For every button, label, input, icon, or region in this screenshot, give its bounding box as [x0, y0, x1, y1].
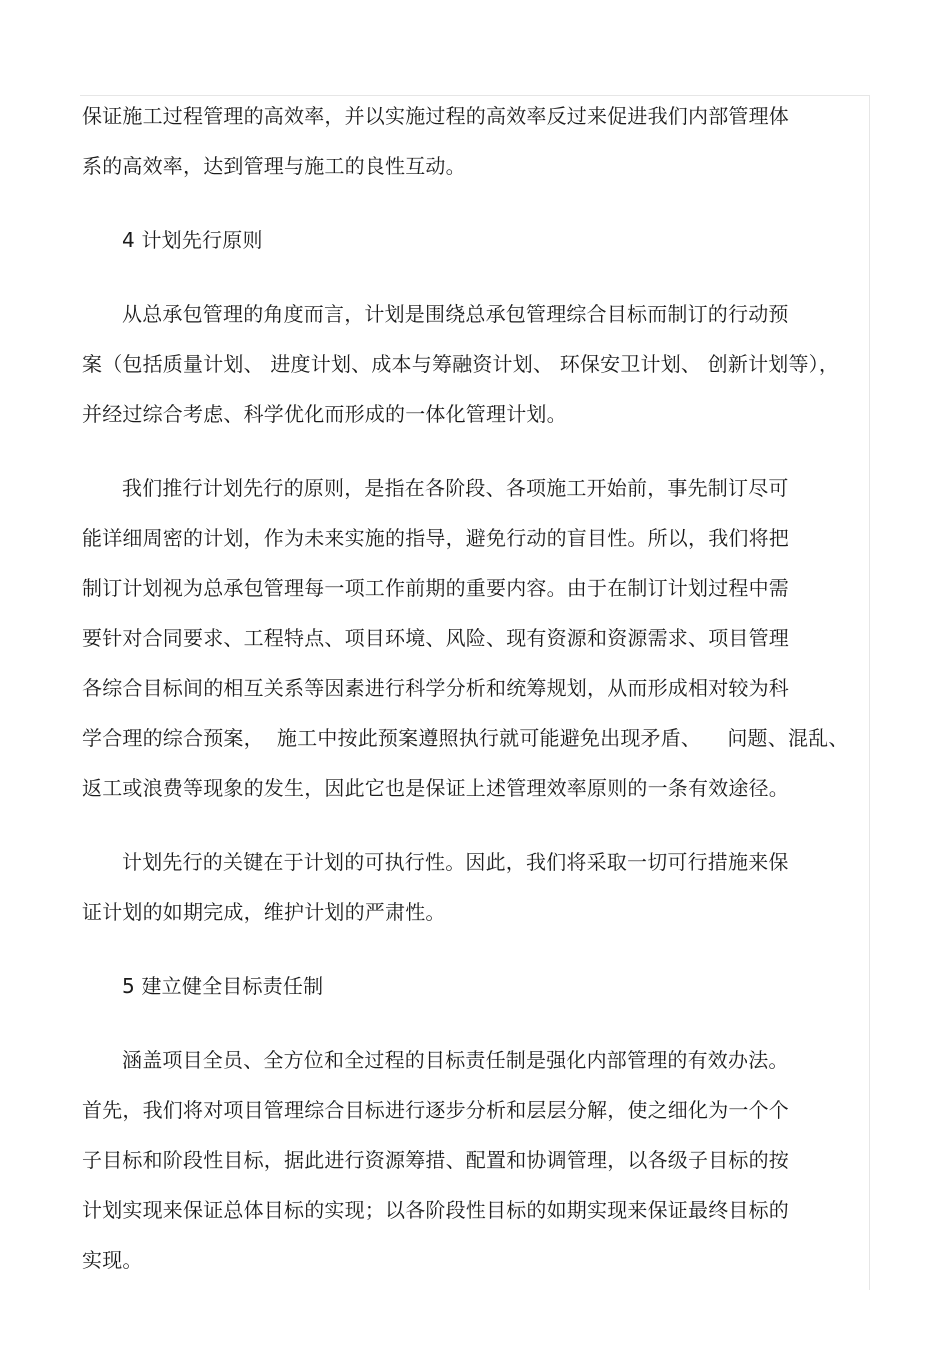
- page-border-right: [869, 95, 870, 1290]
- paragraph-line: 从总承包管理的角度而言，计划是围绕总承包管理综合目标而制订的行动预: [122, 302, 789, 326]
- paragraph-line: 要针对合同要求、工程特点、项目环境、风险、现有资源和资源需求、项目管理: [82, 626, 789, 650]
- paragraph-line: 我们推行计划先行的原则，是指在各阶段、各项施工开始前，事先制订尽可: [122, 476, 789, 500]
- paragraph-line: 学合理的综合预案， 施工中按此预案遵照执行就可能避免出现矛盾、 问题、混乱、: [82, 726, 849, 750]
- paragraph-line: 系的高效率，达到管理与施工的良性互动。: [82, 154, 466, 178]
- paragraph-line: 计划先行的关键在于计划的可执行性。因此，我们将采取一切可行措施来保: [122, 850, 789, 874]
- paragraph-line: 并经过综合考虑、科学优化而形成的一体化管理计划。: [82, 402, 567, 426]
- page-border-top: [80, 95, 870, 96]
- paragraph-line: 实现。: [82, 1248, 143, 1272]
- section-heading-4: 4 计划先行原则: [122, 228, 263, 252]
- document-body: [82, 101, 866, 1276]
- paragraph-line: 制订计划视为总承包管理每一项工作前期的重要内容。由于在制订计划过程中需: [82, 576, 789, 600]
- paragraph-line: 首先，我们将对项目管理综合目标进行逐步分析和层层分解，使之细化为一个个: [82, 1098, 789, 1122]
- paragraph-line: 能详细周密的计划，作为未来实施的指导，避免行动的盲目性。所以，我们将把: [82, 526, 789, 550]
- paragraph-line: 案（包括质量计划、 进度计划、成本与筹融资计划、 环保安卫计划、 创新计划等），: [82, 352, 840, 376]
- paragraph-line: 各综合目标间的相互关系等因素进行科学分析和统筹规划，从而形成相对较为科: [82, 676, 789, 700]
- paragraph-line: 计划实现来保证总体目标的实现；以各阶段性目标的如期实现来保证最终目标的: [82, 1198, 789, 1222]
- paragraph-line: 返工或浪费等现象的发生，因此它也是保证上述管理效率原则的一条有效途径。: [82, 776, 789, 800]
- paragraph-line: 保证施工过程管理的高效率，并以实施过程的高效率反过来促进我们内部管理体: [82, 104, 789, 128]
- paragraph-line: 证计划的如期完成，维护计划的严肃性。: [82, 900, 446, 924]
- section-heading-5: 5 建立健全目标责任制: [122, 974, 324, 998]
- paragraph-line: 子目标和阶段性目标，据此进行资源筹措、配置和协调管理，以各级子目标的按: [82, 1148, 789, 1172]
- paragraph-line: 涵盖项目全员、全方位和全过程的目标责任制是强化内部管理的有效办法。: [122, 1048, 789, 1072]
